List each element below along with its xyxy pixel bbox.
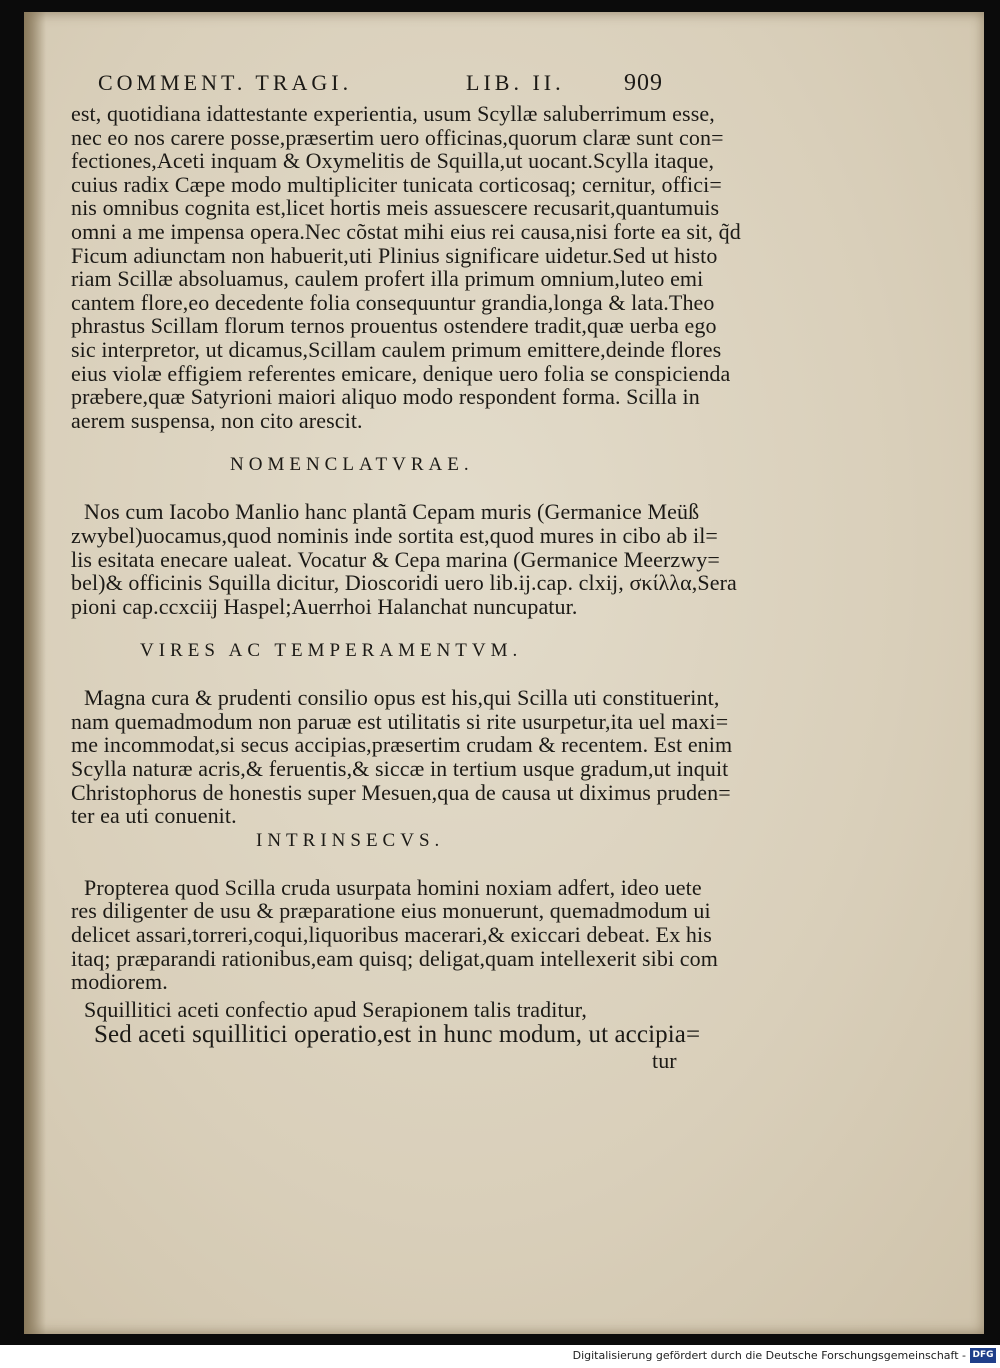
text-line: res diligenter de usu & præparatione eius monuerunt, quemadmodum ui: [71, 898, 711, 924]
digitization-footer: [0, 1345, 1000, 1368]
text-line: phrastus Scillam florum ternos prouentus ostendere tradit,quæ uerba ego: [71, 313, 717, 339]
text-line: delicet assari,torreri,coqui,liquoribus macerari,& exiccari debeat. Ex his: [71, 922, 712, 948]
handwritten-note-line-large: Sed aceti squillitici operatio,est in hunc modum, ut accipia=: [94, 1021, 701, 1049]
text-line: omni a me impensa opera.Nec cõstat mihi eius rei causa,nisi forte ea sit, q̃d: [71, 218, 741, 244]
section-heading-vires: VIRES AC TEMPERAMENTVM.: [140, 640, 523, 662]
header-book: LIB. II.: [466, 70, 565, 95]
section-heading-intrinsecus: INTRINSECVS.: [256, 829, 445, 851]
text-line: est, quotidiana idattestante experientia, usum Scyllæ saluberrimum esse,: [71, 101, 715, 126]
handwritten-note-tail: tur: [652, 1048, 677, 1074]
text-line: Propterea quod Scilla cruda usurpata homini noxiam adfert, ideo uete: [84, 874, 702, 900]
text-line: lis esitata enecare ualeat. Vocatur & Cepa marina (Germanice Meerzwy=: [71, 546, 720, 572]
text-line: præbere,quæ Satyrioni maiori aliquo modo respondent forma. Scilla in: [71, 384, 700, 410]
text-line: nec eo nos carere posse,præsertim uero officinas,quorum claræ sunt con=: [71, 124, 724, 150]
text-line: me incommodat,si secus accipias,præsertim crudam & recentem. Est enim: [71, 732, 733, 758]
footer-credit: Digitalisierung gefördert durch die Deutsche Forschungsgemeinschaft -: [572, 1349, 966, 1362]
paragraph-intrinsecus: [34, 874, 718, 995]
header-title: COMMENT. TRAGI.: [98, 70, 353, 95]
text-line: Ficum adiunctam non habuerit,uti Plinius significare uidetur.Sed ut histo: [71, 242, 718, 268]
paragraph-vires: [34, 685, 733, 829]
text-line: sic interpretor, ut dicamus,Scillam caulem primum emittere,deinde flores: [71, 336, 722, 362]
text-line: cuius radix Cæpe modo multipliciter tunicata corticosaq; cernitur, offici=: [71, 171, 722, 197]
text-line: aerem suspensa, non cito arescit.: [71, 407, 363, 433]
section-heading-nomenclaturae: NOMENCLATVRAE.: [230, 454, 474, 476]
running-header: [34, 70, 714, 102]
text-line: modiorem.: [71, 969, 168, 995]
handwritten-note-line: Squillitici aceti confectio apud Serapionem talis traditur,: [84, 996, 587, 1022]
text-line: cantem flore,eo decedente folia consequuntur grandia,longa & lata.Theo: [71, 289, 715, 315]
text-line: Scylla naturæ acris,& feruentis,& siccæ in tertium usque gradum,ut inquit: [71, 756, 729, 782]
text-line: pioni cap.ccxciij Haspel;Auerrhoi Halanchat nuncupatur.: [71, 593, 578, 619]
paragraph-nomenclature: [34, 499, 737, 619]
text-line: bel)& officinis Squilla dicitur, Dioscoridi uero lib.ij.cap. clxij, σκίλλα,Sera: [71, 570, 737, 596]
text-line: eius violæ effigiem referentes emicare, denique uero folia se conspicienda: [71, 360, 731, 386]
page-number: 909: [624, 70, 663, 96]
text-line: Christophorus de honestis super Mesuen,qua de causa ut diximus pruden=: [71, 779, 731, 805]
page-text-block: [34, 70, 741, 1074]
text-line: Nos cum Iacobo Manlio hanc plantã Cepam muris (Germanice Meüß: [84, 499, 700, 525]
text-line: zwybel)uocamus,quod nominis inde sortita est,quod mures in cibo ab il=: [71, 522, 718, 548]
text-line: ter ea uti conuenit.: [71, 803, 237, 829]
paragraph-intro: [34, 101, 741, 433]
text-line: nam quemadmodum non paruæ est utilitatis si rite usurpetur,ita uel maxi=: [71, 708, 729, 734]
text-line: nis omnibus cognita est,licet hortis meis assuescere recusarit,quantumuis: [71, 195, 720, 221]
text-line: Magna cura & prudenti consilio opus est his,qui Scilla uti constituerint,: [84, 685, 720, 711]
text-line: fectiones,Aceti inquam & Oxymelitis de Squilla,ut uocant.Scylla itaque,: [71, 148, 715, 174]
text-line: itaq; præparandi rationibus,eam quisq; deligat,quam intellexerit sibi com: [71, 945, 718, 971]
text-line: riam Scillæ absoluamus, caulem profert illa primum omnium,luteo emi: [71, 266, 704, 292]
book-page: [24, 12, 984, 1334]
dfg-logo: DFG: [970, 1348, 996, 1363]
